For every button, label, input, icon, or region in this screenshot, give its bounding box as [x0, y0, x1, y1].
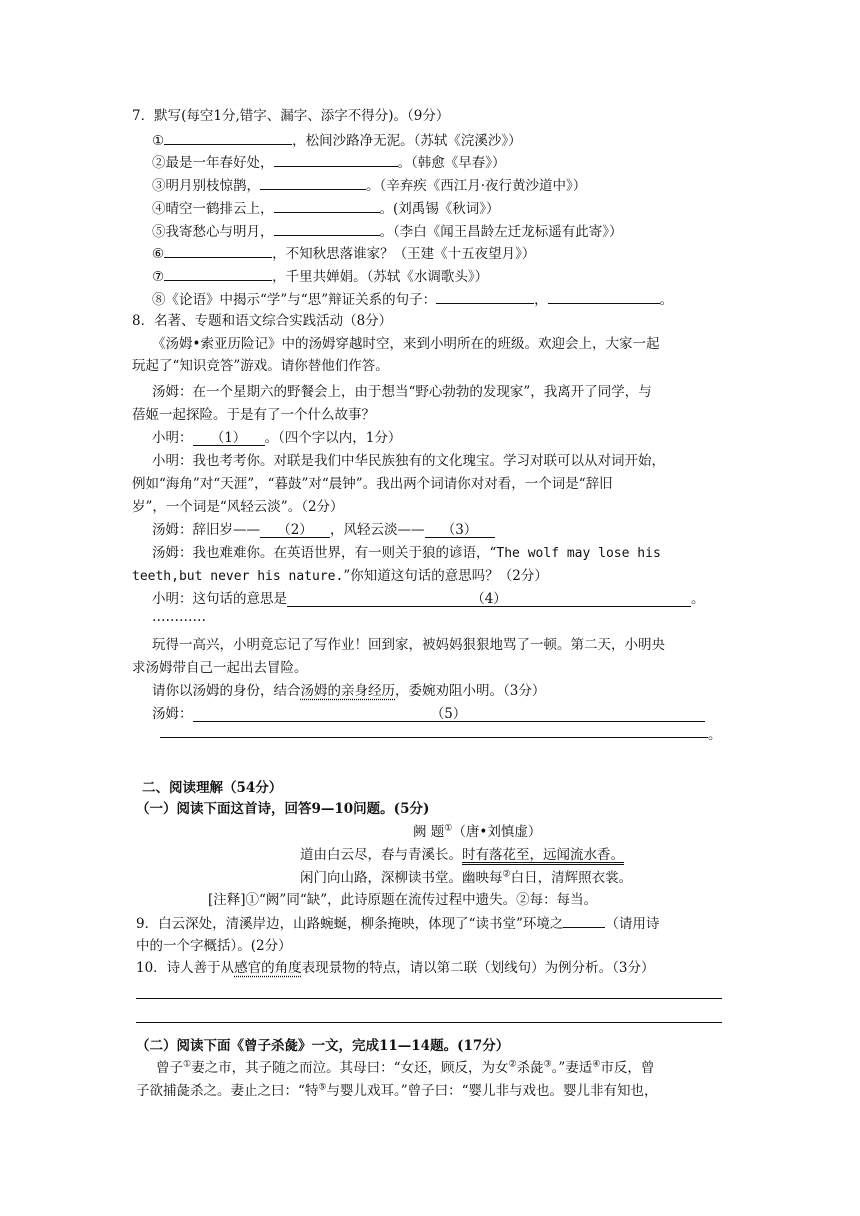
poem-title: 阙 题①（唐•刘慎虚）: [413, 823, 542, 840]
q7-line-1: ① ，松间沙路净无泥。（苏轼《浣溪沙》）: [152, 130, 522, 151]
q8-para-3: 请你以汤姆的身份，结合汤姆的亲身经历，委婉劝阻小明。（3分）: [152, 683, 546, 699]
poem-line-2: 闲门向山路，深柳读书堂。幽映每②白日，清辉照衣裳。: [300, 869, 633, 886]
q10: 10．诗人善于从感官的角度表现景物的特点，请以第二联（划线句）为例分析。（3分）: [136, 960, 655, 976]
q8-para-2a: 玩得一高兴，小明竟忘记了写作业！回到家，被妈妈狠狠地骂了一顿。第二天，小明央: [152, 637, 665, 653]
blank-5[interactable]: [274, 221, 380, 236]
q7-line-8: ⑧《论语》中揭示“学”与“思”辩证关系的句子： ， 。: [152, 289, 673, 310]
subsection-2-title: （二）阅读下面《曾子杀彘》一文，完成11—14题。(17分）: [136, 1038, 510, 1054]
poem-line-1: 道由白云尽，春与青溪长。时有落花至，远闻流水香。: [300, 847, 624, 863]
q8-ming-2a: 小明：我也考考你。对联是我们中华民族独有的文化瑰宝。学习对联可以从对词开始，: [152, 453, 665, 469]
blank-q9[interactable]: [563, 913, 605, 928]
q9-line-1: 9．白云深处，清溪岸边，山路蜿蜒，柳条掩映，体现了“读书堂”环境之 （请用诗: [136, 913, 659, 934]
q8-para-2b: 求汤姆带自己一起出去冒险。: [132, 660, 308, 676]
q8-tom-2: 汤姆：辞旧岁—— （2） ，风轻云淡—— （3）: [152, 520, 495, 540]
q8-ming-2b: 例如“海角”对“天涯”，“暮鼓”对“晨钟”。我出两个词请你对对看，一个词是“辞旧: [132, 476, 613, 492]
blank-4[interactable]: [274, 198, 380, 213]
q7-line-4: ④晴空一鹤排云上， 。(刘禹锡《秋词》）: [152, 198, 500, 219]
blank-7[interactable]: [164, 266, 272, 281]
underlined-couplet: 时有落花至，远闻流水香。: [462, 847, 624, 863]
blank-q8-2[interactable]: （2）: [260, 523, 330, 538]
blank-q8-3[interactable]: （3）: [425, 523, 495, 538]
q8-end-mark: 。: [708, 727, 722, 743]
blank-8a[interactable]: [436, 289, 534, 304]
blank-q8-5[interactable]: （5）: [193, 707, 705, 722]
q8-tom-3b: teeth,but never his nature.”你知道这句话的意思吗？（2分）: [132, 568, 548, 584]
ellipsis: …………: [152, 609, 206, 625]
blank-3[interactable]: [260, 175, 366, 190]
blank-1[interactable]: [164, 130, 292, 145]
classical-text-1: 曾子①妻之市，其子随之而泣。其母曰：“女还，顾反，为女②杀彘③。”妻适④市反，曾: [156, 1059, 655, 1076]
q7-line-3: ③明月别枝惊鹊， 。（辛弃疾《西江月·夜行黄沙道中》）: [152, 175, 586, 196]
blank-q8-4[interactable]: （4）: [287, 592, 691, 607]
q7-line-2: ②最是一年春好处， 。（韩愈《早春》）: [152, 152, 506, 173]
q8-intro-1: 《汤姆•索亚历险记》中的汤姆穿越时空，来到小明所在的班级。欢迎会上，大家一起: [152, 336, 660, 352]
q8-ming-3: 小明：这句话的意思是 （4） 。: [152, 591, 705, 607]
q8-ming-1: 小明： （1） 。（四个字以内，1分）: [152, 430, 402, 446]
answer-line-q8-5b[interactable]: [160, 737, 708, 738]
blank-q8-1[interactable]: （1）: [193, 431, 265, 446]
blank-2[interactable]: [274, 152, 398, 167]
q7-title: 7．默写(每空1分,错字、漏字、添字不得分)。（9分）: [132, 108, 450, 124]
q8-tom-4: 汤姆： （5）: [152, 704, 705, 724]
answer-line-q10-a[interactable]: [136, 998, 722, 999]
blank-6[interactable]: [164, 243, 272, 258]
classical-text-2: 子欲捕彘杀之。妻止之曰：“特⑤与婴儿戏耳。”曾子曰：“婴儿非与戏也。婴儿非有知也，: [136, 1082, 658, 1099]
q8-ming-2c: 岁”，一个词是“风轻云淡”。（2分）: [132, 499, 344, 515]
answer-line-q10-b[interactable]: [136, 1022, 722, 1023]
blank-8b[interactable]: [548, 289, 660, 304]
poem-note: [注释]①“阙”同“缺”，此诗原题在流传过程中遗失。②每：每当。: [208, 892, 598, 908]
q8-title: 8．名著、专题和语文综合实践活动（8分）: [132, 313, 393, 329]
section-2-title: 二、阅读理解（54分）: [142, 780, 283, 796]
q8-intro-2: 玩起了“知识竞答”游戏。请你替他们作答。: [132, 358, 389, 374]
q7-line-6: ⑥ ，不知秋思落谁家？（王建《十五夜望月》）: [152, 243, 535, 264]
q8-tom-1b: 蓓姬一起探险。于是有了一个什么故事？: [132, 407, 375, 423]
q8-tom-3a: 汤姆：我也难难你。在英语世界，有一则关于狼的谚语，“The wolf may lose his: [152, 545, 661, 561]
q7-line-7: ⑦ ，千里共婵娟。（苏轼《水调歌头》）: [152, 266, 488, 287]
q8-tom-1a: 汤姆：在一个星期六的野餐会上，由于想当“野心勃勃的发现家”，我离开了同学，与: [152, 384, 652, 400]
q9-line-2: 中的一个字概括）。(2分）: [136, 938, 292, 954]
subsection-1-title: （一）阅读下面这首诗，回答9—10问题。(5分): [136, 801, 430, 817]
q7-line-5: ⑤我寄愁心与明月， 。（李白《闻王昌龄左迁龙标遥有此寄》）: [152, 221, 623, 242]
